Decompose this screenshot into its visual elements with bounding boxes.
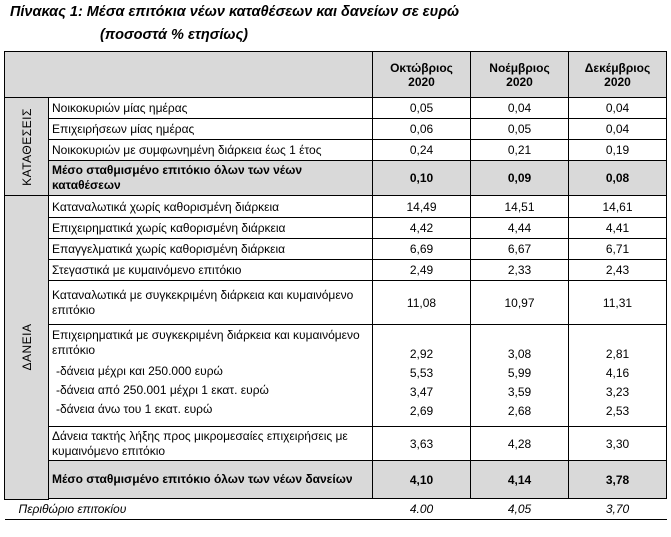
loans-average-row [5, 461, 667, 499]
sub-row-label: -δάνεια από 250.001 μέχρι 1 εκατ. ευρώ [56, 383, 269, 397]
cell-value: 4,16 [605, 366, 630, 380]
cell-value: 0,24 [373, 140, 471, 161]
table-row [5, 196, 667, 218]
cell-value: 2,49 [373, 260, 471, 281]
sub-row-label: -δάνεια μέχρι και 250.000 ευρώ [56, 364, 223, 378]
col-header-oct: Οκτώβριος 2020 [373, 52, 471, 98]
cell-stack-oct [373, 325, 471, 427]
cell-value: 0,06 [373, 119, 471, 140]
deposits-average-row [5, 161, 667, 196]
cell-value: 5,53 [409, 366, 434, 380]
row-label: Περιθώριο επιτοκίου [18, 502, 127, 516]
cell-value: 11,31 [569, 281, 667, 325]
row-label: Επιχειρηματικά χωρίς καθορισμένη διάρκεια [49, 218, 373, 239]
row-label: Επαγγελματικά χωρίς καθορισμένη διάρκεια [49, 239, 373, 260]
row-label-group [49, 325, 373, 427]
row-label: Μέσο σταθμισμένο επιτόκιο όλων των νέων δανείων [49, 461, 373, 499]
cell-stack-dec [569, 325, 667, 427]
cell-value: 4,41 [569, 218, 667, 239]
group-label-loans: ΔΑΝΕΙΑ [5, 196, 49, 500]
cell-value: 2,43 [569, 260, 667, 281]
header-row [5, 52, 667, 98]
cell-value: 4,42 [373, 218, 471, 239]
table-title: Πίνακας 1: Μέσα επιτόκια νέων καταθέσεων και δανείων σε ευρώ [10, 4, 460, 20]
cell-value: 3,23 [605, 385, 630, 399]
cell-value: 6,71 [569, 239, 667, 260]
header-blank [5, 52, 373, 98]
cell-value: 10,97 [471, 281, 569, 325]
table-row [5, 239, 667, 260]
cell-value: 2,81 [605, 347, 630, 361]
cell-value: 3,78 [569, 461, 667, 499]
table-row [5, 427, 667, 461]
table-row [5, 119, 667, 140]
cell-stack-nov [471, 325, 569, 427]
cell-value: 11,08 [373, 281, 471, 325]
cell-value: 4,10 [373, 461, 471, 499]
row-label: Νοικοκυριών με συμφωνημένη διάρκεια έως 1 έτος [49, 140, 373, 161]
cell-value: 3,47 [409, 385, 434, 399]
cell-value: 3,30 [569, 427, 667, 461]
row-label: Επιχειρήσεων μίας ημέρας [49, 119, 373, 140]
cell-value: 6,67 [471, 239, 569, 260]
cell-value: 0,04 [569, 119, 667, 140]
cell-value: 0,21 [471, 140, 569, 161]
cell-value: 0,08 [569, 161, 667, 196]
cell-value: 3,63 [373, 427, 471, 461]
table-row [5, 140, 667, 161]
col-header-dec: Δεκέμβριος 2020 [569, 52, 667, 98]
cell-value: 2,33 [471, 260, 569, 281]
cell-value: 14,51 [471, 196, 569, 218]
cell-value: 14,49 [373, 196, 471, 218]
cell-value: 5,99 [507, 366, 532, 380]
row-label: Επιχειρηματικά με συγκεκριμένη διάρκεια και κυμαινόμενο επιτόκιο [52, 328, 360, 357]
table-row [5, 98, 667, 119]
row-label: Καταναλωτικά χωρίς καθορισμένη διάρκεια [49, 196, 373, 218]
row-label: Στεγαστικά με κυμαινόμενο επιτόκιο [49, 260, 373, 281]
table-row [5, 281, 667, 325]
cell-value: 0,19 [569, 140, 667, 161]
row-label: Καταναλωτικά με συγκεκριμένη διάρκεια και κυμαινόμενο επιτόκιο [49, 281, 373, 325]
row-label: Δάνεια τακτής λήξης προς μικρομεσαίες επιχειρήσεις με κυμαινόμενο επιτόκιο [49, 427, 373, 461]
cell-value: 0,09 [471, 161, 569, 196]
cell-value: 2,68 [507, 404, 532, 418]
table-subtitle: (ποσοστά % ετησίως) [100, 27, 248, 43]
col-header-nov: Νοέμβριος 2020 [471, 52, 569, 98]
sub-row-label: -δάνεια άνω του 1 εκατ. ευρώ [56, 402, 213, 416]
cell-value: 2,69 [409, 404, 434, 418]
group-label-deposits: ΚΑΤΑΘΕΣΕΙΣ [5, 98, 49, 196]
cell-value: 4,44 [471, 218, 569, 239]
cell-value: 3,08 [507, 347, 532, 361]
row-label: Μέσο σταθμισμένο επιτόκιο όλων των νέων καταθέσεων [49, 161, 373, 196]
cell-value: 0,05 [373, 98, 471, 119]
cell-value: 6,69 [373, 239, 471, 260]
cell-value: 0,04 [569, 98, 667, 119]
cell-value: 4.00 [409, 501, 434, 516]
interest-rates-table [4, 51, 667, 520]
cell-value: 4,14 [471, 461, 569, 499]
cell-value: 0,04 [471, 98, 569, 119]
cell-value: 14,61 [569, 196, 667, 218]
table-row [5, 218, 667, 239]
margin-row [5, 499, 667, 519]
cell-value: 4,05 [507, 501, 532, 516]
table-row [5, 260, 667, 281]
cell-value: 0,10 [373, 161, 471, 196]
business-loans-row [5, 325, 667, 427]
cell-value: 2,92 [409, 347, 434, 361]
cell-value: 4,28 [471, 427, 569, 461]
row-label: Νοικοκυριών μίας ημέρας [49, 98, 373, 119]
cell-value: 3,59 [507, 385, 532, 399]
cell-value: 3,70 [605, 501, 630, 516]
cell-value: 0,05 [471, 119, 569, 140]
cell-value: 2,53 [605, 404, 630, 418]
